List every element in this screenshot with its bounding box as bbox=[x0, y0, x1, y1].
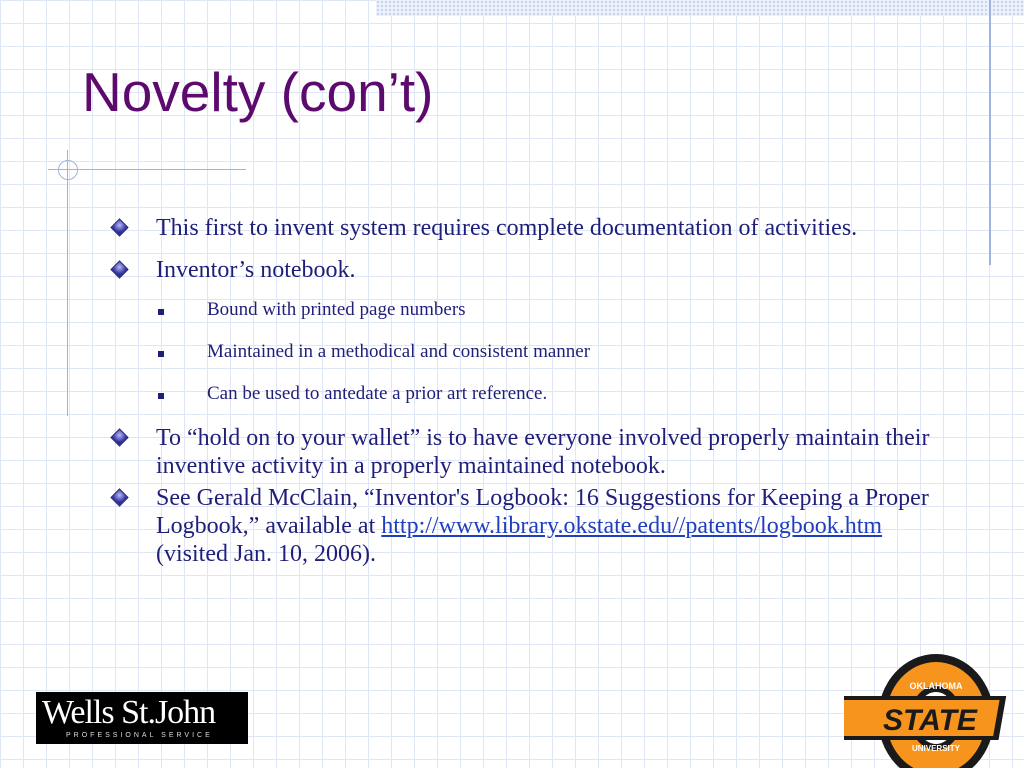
bullet-item bbox=[110, 424, 960, 480]
logo-wordmark: Wells St.John bbox=[42, 694, 216, 731]
logo-tagline: PROFESSIONAL SERVICE bbox=[66, 732, 213, 739]
logbook-link[interactable]: http://www.library.okstate.edu//patents/logbook.htm bbox=[381, 513, 883, 539]
sub-bullet-item bbox=[110, 340, 960, 364]
decorative-circle bbox=[58, 160, 78, 180]
wells-st-john-logo bbox=[36, 692, 248, 744]
square-bullet-icon bbox=[158, 351, 164, 357]
diamond-bullet-icon bbox=[110, 488, 128, 506]
decorative-vertical-line bbox=[989, 0, 991, 265]
bullet-text: This first to invent system requires complete documentation of activities. bbox=[156, 215, 858, 241]
bullet-text-before-link: See Gerald McClain, “Inventor's Logbook: 16 Suggestions for Keeping a Proper Logbook,” available at bbox=[156, 485, 929, 539]
square-bullet-icon bbox=[158, 309, 164, 315]
osu-logo-main-text: STATE bbox=[883, 704, 977, 737]
slide-title: Novelty (con’t) bbox=[82, 61, 434, 123]
diamond-bullet-icon bbox=[110, 218, 128, 236]
decorative-left-line bbox=[67, 150, 68, 416]
sub-bullet-item bbox=[110, 298, 960, 322]
bullet-item bbox=[110, 484, 960, 568]
osu-logo-bottom-text: UNIVERSITY bbox=[911, 744, 961, 753]
sub-bullet-item bbox=[110, 382, 960, 406]
sub-bullet-text: Can be used to antedate a prior art reference. bbox=[207, 383, 548, 404]
sub-bullet-text: Maintained in a methodical and consistent manner bbox=[207, 341, 591, 362]
bullet-item bbox=[110, 214, 960, 242]
bullet-text: Inventor’s notebook. bbox=[156, 257, 356, 283]
bullet-item bbox=[110, 256, 960, 284]
slide-body bbox=[110, 214, 960, 582]
diamond-bullet-icon bbox=[110, 428, 128, 446]
sub-bullet-text: Bound with printed page numbers bbox=[207, 299, 466, 320]
decorative-dotted-band bbox=[376, 0, 1024, 16]
osu-logo bbox=[844, 652, 1024, 768]
osu-logo-top-text: OKLAHOMA bbox=[909, 681, 963, 691]
bullet-text-after-link: (visited Jan. 10, 2006). bbox=[156, 541, 376, 567]
diamond-bullet-icon bbox=[110, 260, 128, 278]
bullet-text: To “hold on to your wallet” is to have everyone involved properly maintain their inventive activity in a properly maintained notebook. bbox=[156, 425, 930, 479]
square-bullet-icon bbox=[158, 393, 164, 399]
